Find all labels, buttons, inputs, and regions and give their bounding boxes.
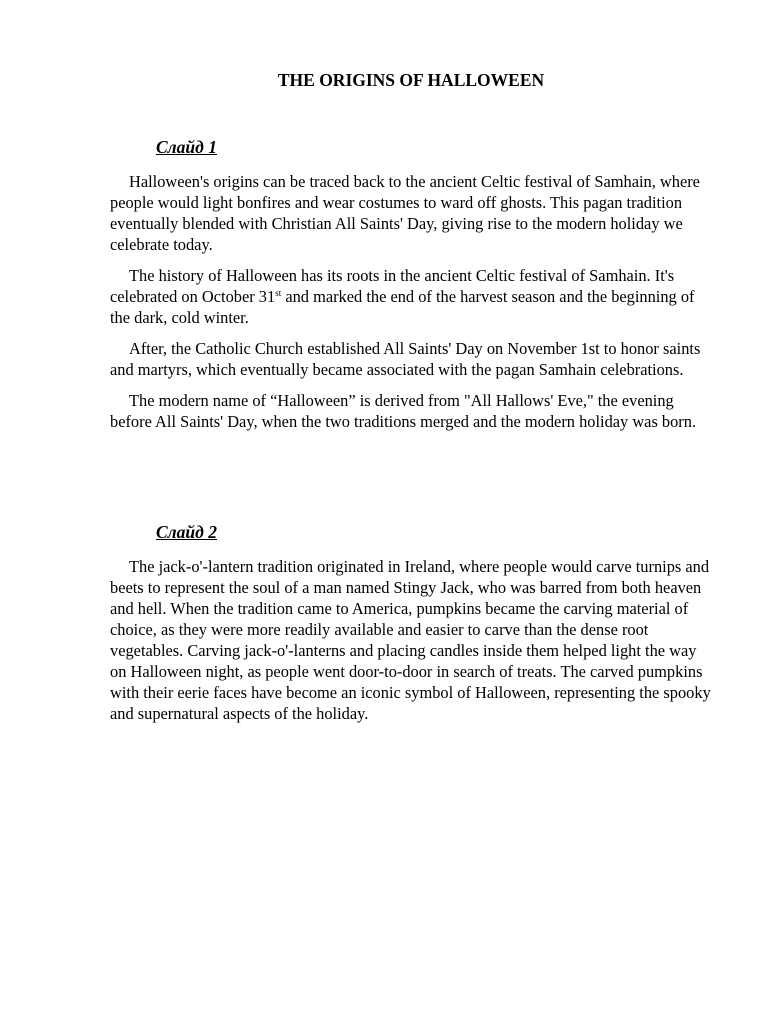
slide-1-paragraph-4: The modern name of “Halloween” is derived from "All Hallows' Eve," the evening before All Saints' Day, when the two traditions merged and the modern holiday was born. [110, 391, 697, 431]
slide-2-paragraph-1: The jack-o'-lantern tradition originated in Ireland, where people would carve turnips and beets to represent the soul of a man named Stingy Jack, who was barred from both heaven and hell. When the tradition came to America, pumpkins became the carving material of choice, as they were more readily available and easier to carve than the dense root vegetables. Carving jack-o'-lanterns and placing candles inside them helped light the way on Halloween night, as people went door-to-door in search of treats. The carved pumpkins with their eerie faces have become an iconic symbol of Halloween, representing the spooky and supernatural aspects of the holiday. [110, 557, 711, 723]
slide-1-paragraph-2 [110, 265, 714, 328]
slide-1-section [110, 171, 714, 442]
ordinal-superscript: st [275, 288, 282, 298]
slide-2-section [110, 556, 714, 734]
slide-1-heading: Слайд 1 [156, 137, 217, 157]
document-title: THE ORIGINS OF HALLOWEEN [277, 70, 545, 90]
slide-1-paragraph-3: After, the Catholic Church established All Saints' Day on November 1st to honor saints and martyrs, which eventually became associated with the pagan Samhain celebrations. [110, 339, 701, 379]
paragraph-text: and marked the end of the harvest season and the beginning of the dark, cold winter. [110, 287, 695, 327]
slide-1-paragraph-1: Halloween's origins can be traced back to the ancient Celtic festival of Samhain, where people would light bonfires and wear costumes to ward off ghosts. This pagan tradition eventually blended with Christian All Saints' Day, giving rise to the modern holiday we celebrate today. [110, 172, 700, 254]
paragraph-text: The history of Halloween has its roots in the ancient Celtic festival of Samhain. It's celebrated on October 31 [110, 266, 675, 306]
slide-2-heading: Слайд 2 [156, 522, 217, 542]
